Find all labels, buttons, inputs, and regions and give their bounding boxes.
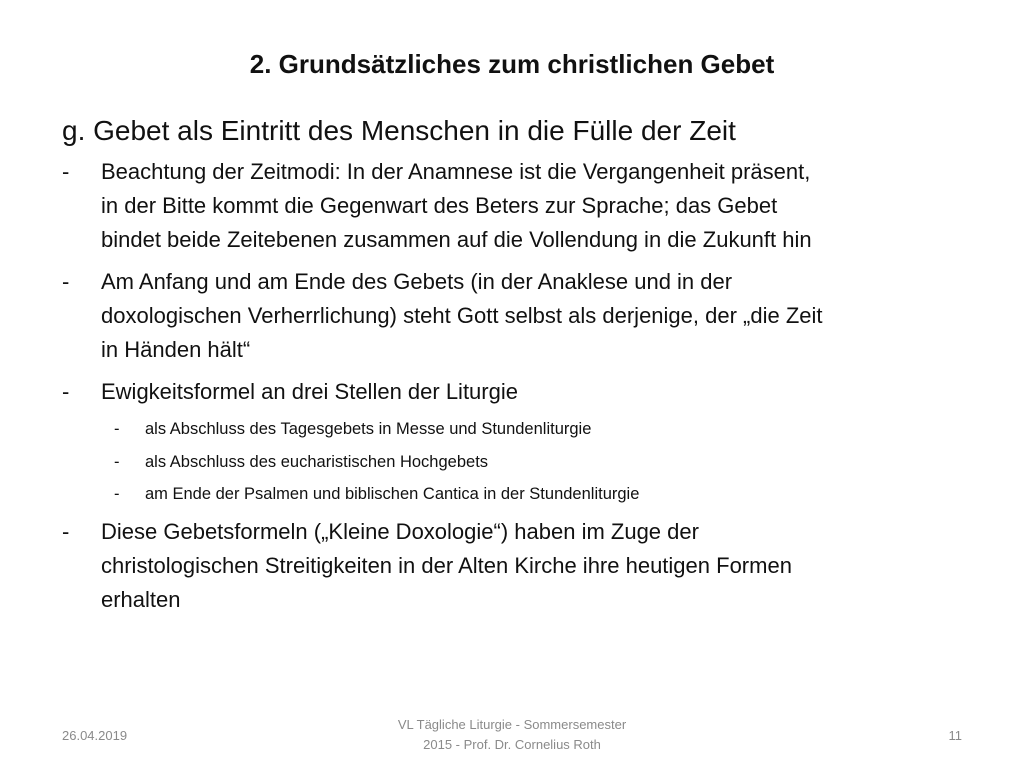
bullet-item	[62, 155, 982, 257]
sub-bullet-text: als Abschluss des Tagesgebets in Messe und Stundenliturgie	[145, 420, 592, 438]
bullet-text	[101, 515, 792, 617]
bullet-line: erhalten	[101, 587, 181, 612]
sub-bullet-text: am Ende der Psalmen und biblischen Cantica in der Stundenliturgie	[145, 485, 640, 503]
bullet-line: bindet beide Zeitebenen zusammen auf die Vollendung in die Zukunft hin	[101, 227, 812, 252]
footer-course-line: VL Tägliche Liturgie - Sommersemester	[397, 717, 627, 732]
bullet-line: Am Anfang und am Ende des Gebets (in der Anaklese und in der	[101, 269, 733, 294]
bullet-text	[101, 155, 812, 257]
bullet-marker: -	[62, 269, 70, 294]
sub-bullet-item	[114, 416, 934, 442]
bullet-line: christologischen Streitigkeiten in der Alten Kirche ihre heutigen Formen	[101, 553, 792, 578]
sub-bullet-marker: -	[114, 420, 120, 438]
bullet-line: in der Bitte kommt die Gegenwart des Beters zur Sprache; das Gebet	[101, 193, 778, 218]
footer-course-line: 2015 - Prof. Dr. Cornelius Roth	[423, 737, 601, 752]
bullet-item	[62, 375, 982, 409]
sub-bullet-marker: -	[114, 453, 120, 471]
bullet-marker: -	[62, 519, 70, 544]
bullet-text	[101, 375, 518, 409]
bullet-item	[62, 265, 982, 367]
sub-bullet-item	[114, 449, 934, 475]
bullet-line: Ewigkeitsformel an drei Stellen der Liturgie	[101, 379, 518, 404]
footer-page-number: 11	[948, 728, 962, 743]
sub-bullet-marker: -	[114, 485, 120, 503]
sub-bullet-item	[114, 481, 934, 507]
bullet-line: doxologischen Verherrlichung) steht Gott selbst als derjenige, der „die Zeit	[101, 303, 823, 328]
bullet-marker: -	[62, 379, 70, 404]
bullet-line: Beachtung der Zeitmodi: In der Anamnese ist die Vergangenheit präsent,	[101, 159, 811, 184]
footer-course-info	[362, 715, 662, 755]
bullet-text	[101, 265, 823, 367]
section-subheading: g. Gebet als Eintritt des Menschen in die Fülle der Zeit	[62, 115, 736, 146]
slide-title: 2. Grundsätzliches zum christlichen Gebet	[249, 49, 775, 79]
sub-bullet-text: als Abschluss des eucharistischen Hochgebets	[145, 453, 489, 471]
bullet-item	[62, 515, 982, 617]
bullet-line: Diese Gebetsformeln („Kleine Doxologie“) haben im Zuge der	[101, 519, 699, 544]
bullet-marker: -	[62, 159, 70, 184]
footer-date: 26.04.2019	[62, 728, 128, 743]
bullet-line: in Händen hält“	[101, 337, 251, 362]
